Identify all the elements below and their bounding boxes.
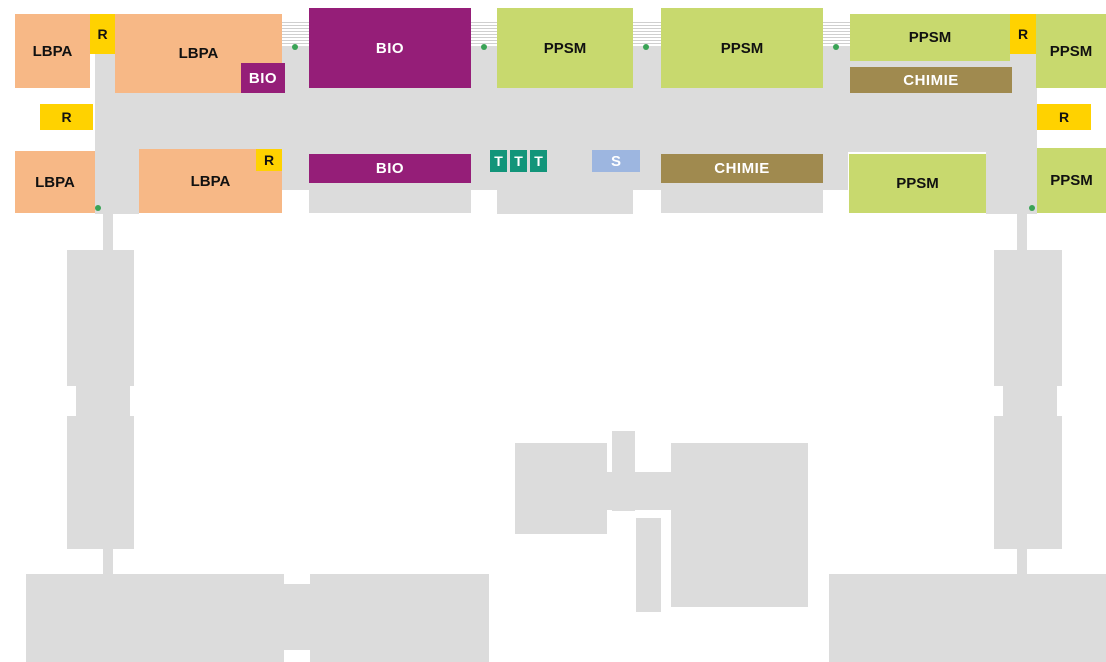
bottom-right-block (829, 574, 1106, 662)
right-wing-block-1 (994, 250, 1062, 386)
room-bio-bottom[interactable]: BIO (309, 154, 471, 183)
lower-connector-left (95, 150, 139, 214)
entrance-dot (292, 44, 298, 50)
room-chimie-top[interactable]: CHIMIE (850, 67, 1012, 93)
room-t-3[interactable]: T (530, 150, 547, 172)
room-ppsm-top-1[interactable]: PPSM (497, 8, 633, 88)
room-r-bottom[interactable]: R (256, 149, 282, 171)
room-ppsm-bottom[interactable]: PPSM (849, 154, 986, 213)
room-lbpa-bottom-left[interactable]: LBPA (15, 151, 95, 213)
room-r-top-2[interactable]: R (1010, 14, 1036, 54)
entrance-dot (833, 44, 839, 50)
right-wing-link (1003, 384, 1057, 420)
entrance-dot (1029, 205, 1035, 211)
right-wing-block-2 (994, 416, 1062, 549)
room-ppsm-top-2[interactable]: PPSM (661, 8, 823, 88)
room-ppsm-top-right[interactable]: PPSM (1036, 14, 1106, 88)
room-s[interactable]: S (592, 150, 640, 172)
room-t-1[interactable]: T (490, 150, 507, 172)
room-lbpa-bottom-2[interactable]: LBPA (139, 149, 282, 213)
walkway-4 (823, 20, 850, 46)
center-block-left (515, 443, 607, 534)
left-wing-link (76, 384, 130, 420)
bottom-left-link (280, 584, 314, 650)
room-lbpa-top-left[interactable]: LBPA (15, 14, 90, 88)
room-ppsm-bottom-right[interactable]: PPSM (1037, 148, 1106, 213)
bio-annex (309, 182, 471, 213)
center-stem (636, 518, 661, 612)
room-bio-top-small[interactable]: BIO (241, 63, 285, 93)
room-ppsm-top-3[interactable]: PPSM (850, 14, 1010, 61)
walkway-3 (633, 20, 661, 46)
entrance-dot (643, 44, 649, 50)
center-link (600, 472, 680, 510)
room-r-top-1[interactable]: R (90, 14, 115, 54)
bottom-left-block-2 (310, 574, 489, 662)
bottom-left-block-1 (26, 574, 284, 662)
walkway-1 (282, 20, 309, 46)
chimie-annex (661, 182, 823, 213)
room-t-2[interactable]: T (510, 150, 527, 172)
entrance-dot (95, 205, 101, 211)
left-wing-block-2 (67, 416, 134, 549)
room-chimie-bottom[interactable]: CHIMIE (661, 154, 823, 183)
main-corridor (95, 92, 1037, 152)
walkway-2 (471, 20, 498, 46)
room-r-middle-left[interactable]: R (40, 104, 93, 130)
lower-connector-right (986, 150, 1037, 214)
room-lbpa-top-2[interactable]: LBPA (115, 14, 282, 93)
center-block-right (671, 443, 808, 607)
left-wing-block-1 (67, 250, 134, 386)
room-bio-top-large[interactable]: BIO (309, 8, 471, 88)
entrance-dot (481, 44, 487, 50)
room-r-middle-right[interactable]: R (1037, 104, 1091, 130)
